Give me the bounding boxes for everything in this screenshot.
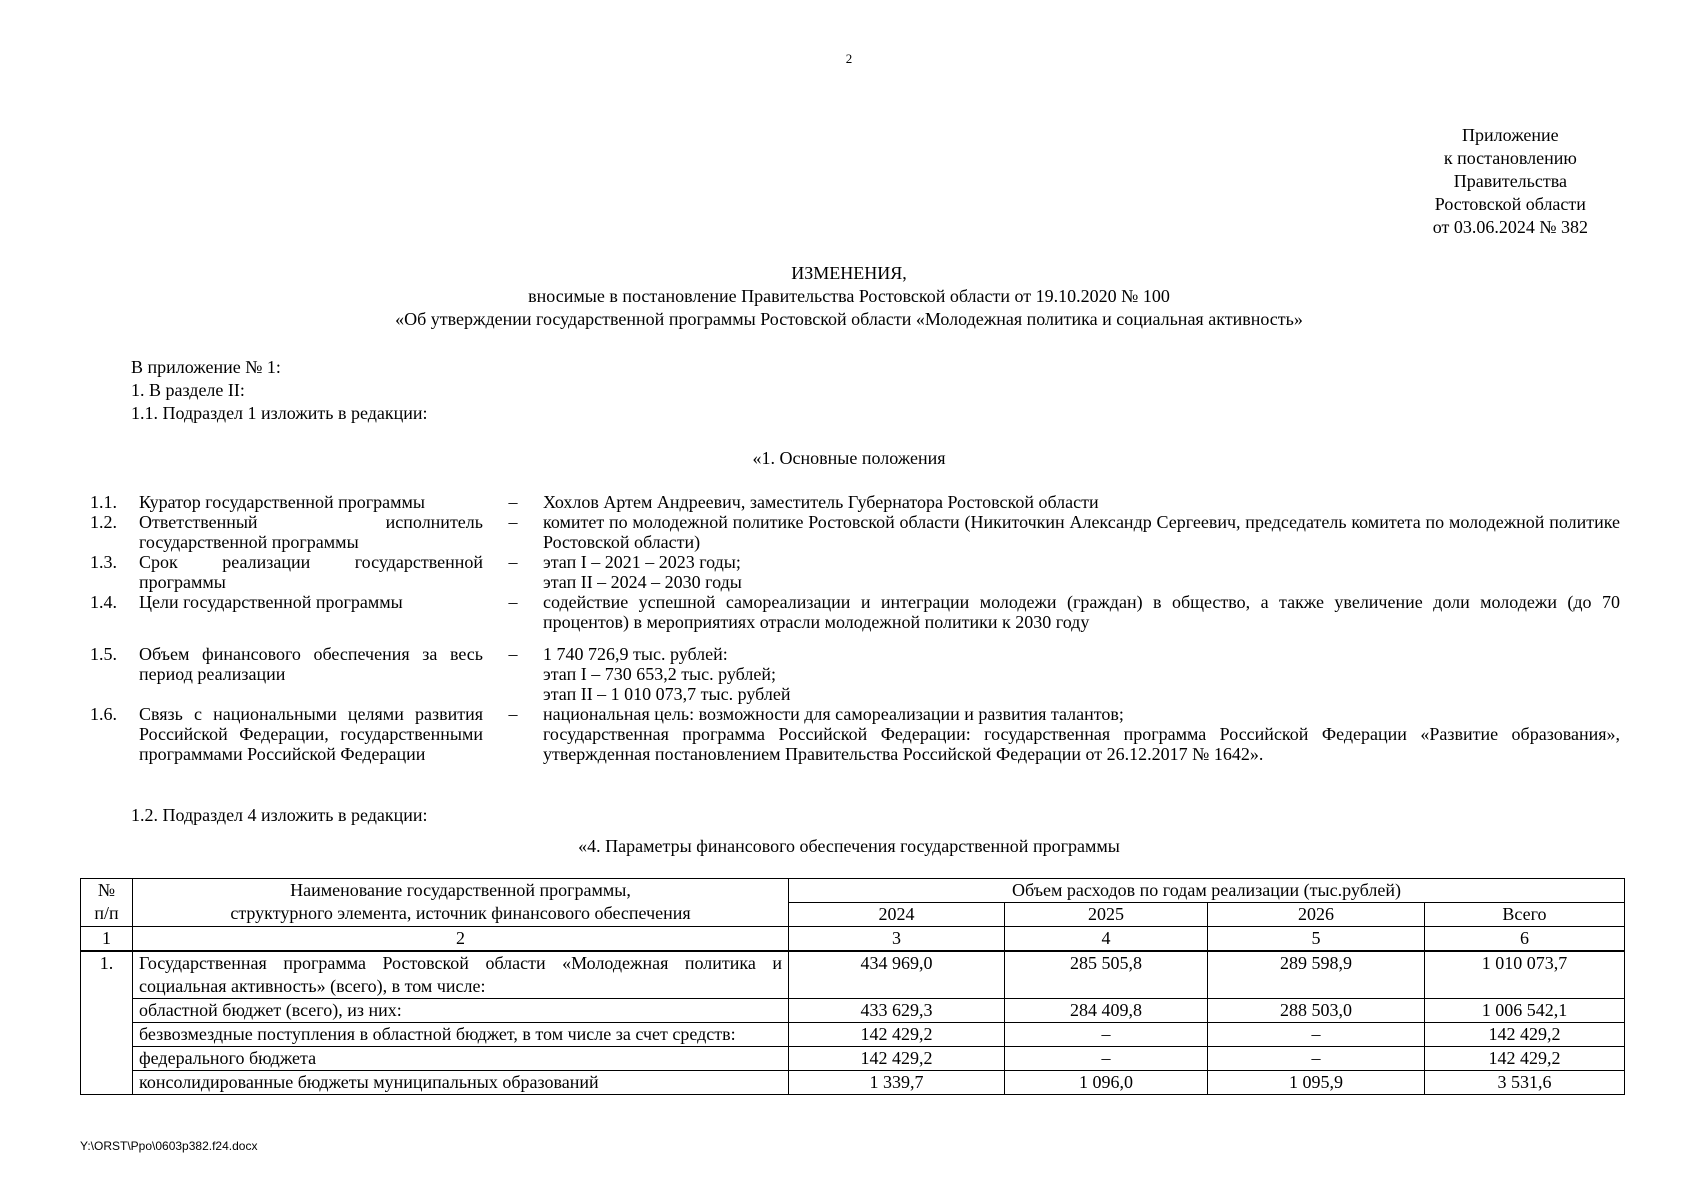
index-cell: 3	[789, 927, 1005, 952]
value-line: государственная программа Российской Федерации: государственная программа Российской Федерации «Развитие образования», утвержденная постановлением Правительства Российской Федерации от 26.12.2017 № 1642».	[543, 724, 1620, 764]
row-name-cell: федерального бюджета	[133, 1047, 789, 1071]
value-cell: 288 503,0	[1208, 999, 1425, 1023]
value-cell: 433 629,3	[789, 999, 1005, 1023]
approval-line: Приложение	[1462, 125, 1559, 145]
approval-line: к постановлению	[1443, 148, 1577, 168]
value-cell: –	[1005, 1047, 1208, 1071]
table-header-row	[81, 879, 1625, 903]
approval-stamp	[1433, 124, 1588, 239]
value-cell: 1 096,0	[1005, 1071, 1208, 1095]
passport-row-number: 1.3.	[90, 552, 117, 572]
row-name-cell: безвозмездные поступления в областной бюджет, в том числе за счет средств:	[133, 1023, 789, 1047]
index-cell: 6	[1425, 927, 1625, 952]
header-cell-name	[133, 879, 789, 927]
table-row	[81, 999, 1625, 1023]
passport-row-number: 1.5.	[90, 644, 117, 664]
value-cell-total: 1 010 073,7	[1425, 951, 1625, 999]
table-row	[81, 951, 1625, 999]
index-cell: 1	[81, 927, 133, 952]
value-line: национальная цель: возможности для самореализации и развития талантов;	[543, 704, 1124, 724]
value-line: этап I – 730 653,2 тыс. рублей;	[543, 664, 776, 684]
title-heading: ИЗМЕНЕНИЯ,	[791, 263, 907, 283]
header-cell-year: 2025	[1005, 903, 1208, 927]
title-line: вносимые в постановление Правительства Ростовской области от 19.10.2020 № 100	[528, 286, 1170, 306]
intro-line: 1.1. Подраздел 1 изложить в редакции:	[131, 403, 428, 423]
passport-row-dash: –	[508, 592, 518, 612]
passport-row-value	[543, 644, 1620, 704]
passport-row	[90, 512, 1620, 552]
passport-row-value	[543, 592, 1620, 632]
intro-line: В приложение № 1:	[131, 357, 281, 377]
passport-row-label: Связь с национальными целями развития Российской Федерации, государственными программами Российской Федерации	[139, 704, 483, 764]
passport-row-value	[543, 552, 1620, 592]
passport-row-label: Ответственный исполнитель государственной программы	[139, 512, 483, 552]
passport-row-label: Куратор государственной программы	[139, 492, 425, 512]
row-name-cell: областной бюджет (всего), из них:	[133, 999, 789, 1023]
header-text: п/п	[94, 903, 119, 923]
value-cell: –	[1208, 1047, 1425, 1071]
header-text: структурного элемента, источник финансового обеспечения	[230, 903, 691, 923]
value-cell-total: 142 429,2	[1425, 1047, 1625, 1071]
value-cell: 434 969,0	[789, 951, 1005, 999]
header-text: №	[97, 880, 116, 900]
row-name-cell: консолидированные бюджеты муниципальных образований	[133, 1071, 789, 1095]
value-cell-total: 142 429,2	[1425, 1023, 1625, 1047]
passport-row	[90, 552, 1620, 592]
value-line: 1 740 726,9 тыс. рублей:	[543, 644, 728, 664]
passport-row-label: Срок реализации государственной программы	[139, 552, 483, 592]
section-heading: «4. Параметры финансового обеспечения государственной программы	[578, 836, 1120, 856]
passport-row	[90, 492, 1620, 512]
value-line: этап I – 2021 – 2023 годы;	[543, 552, 741, 572]
passport-row-number: 1.4.	[90, 592, 117, 612]
header-cell-total: Всего	[1425, 903, 1625, 927]
index-cell: 5	[1208, 927, 1425, 952]
passport-row-value	[543, 704, 1620, 764]
passport-row	[90, 592, 1620, 632]
passport-row-number: 1.6.	[90, 704, 117, 724]
header-cell-year: 2024	[789, 903, 1005, 927]
passport-row-dash: –	[508, 552, 518, 572]
value-cell: 142 429,2	[789, 1047, 1005, 1071]
passport-row	[90, 644, 1620, 704]
value-cell: 284 409,8	[1005, 999, 1208, 1023]
table-row	[81, 1023, 1625, 1047]
value-cell: –	[1005, 1023, 1208, 1047]
header-cell-year: 2026	[1208, 903, 1425, 927]
intro-text	[131, 356, 428, 425]
passport-row-value	[543, 512, 1620, 552]
passport-row-number: 1.2.	[90, 512, 117, 532]
value-line: Хохлов Артем Андреевич, заместитель Губернатора Ростовской области	[543, 492, 1099, 512]
value-cell: 1 095,9	[1208, 1071, 1425, 1095]
intro-line: 1. В разделе II:	[131, 380, 245, 400]
approval-line: Правительства	[1453, 171, 1567, 191]
passport-row-label: Объем финансового обеспечения за весь период реализации	[139, 644, 483, 684]
value-cell-total: 1 006 542,1	[1425, 999, 1625, 1023]
approval-line: Ростовской области	[1434, 194, 1586, 214]
value-cell: 285 505,8	[1005, 951, 1208, 999]
passport-row-dash: –	[508, 492, 518, 512]
passport-row-dash: –	[508, 512, 518, 532]
value-cell: 142 429,2	[789, 1023, 1005, 1047]
value-cell-total: 3 531,6	[1425, 1071, 1625, 1095]
value-cell: –	[1208, 1023, 1425, 1047]
value-line: этап II – 2024 – 2030 годы	[543, 572, 742, 592]
passport-row-dash: –	[508, 704, 518, 724]
table-row	[81, 1071, 1625, 1095]
passport-row-number: 1.1.	[90, 492, 117, 512]
value-line: содействие успешной самореализации и интеграции молодежи (граждан) в общество, а также увеличение доли молодежи (до 70 процентов) в мероприятиях отрасли молодежной политики к 2030 году	[543, 592, 1620, 632]
value-cell: 1 339,7	[789, 1071, 1005, 1095]
header-cell-volume: Объем расходов по годам реализации (тыс.рублей)	[789, 879, 1625, 903]
financing-table	[80, 878, 1625, 1095]
value-line: этап II – 1 010 073,7 тыс. рублей	[543, 684, 791, 704]
passport-row	[90, 704, 1620, 764]
file-path-footer: Y:\ORST\Ppo\0603p382.f24.docx	[80, 1139, 258, 1153]
row-name-cell: Государственная программа Ростовской области «Молодежная политика и социальная активность» (всего), в том числе:	[133, 951, 789, 999]
page-number: 2	[845, 51, 853, 66]
passport-row-label: Цели государственной программы	[139, 592, 403, 612]
value-line: комитет по молодежной политике Ростовской области (Никиточкин Александр Сергеевич, председатель комитета по молодежной политике Ростовской области)	[543, 512, 1620, 552]
index-cell: 4	[1005, 927, 1208, 952]
value-cell: 289 598,9	[1208, 951, 1425, 999]
section-heading: «1. Основные положения	[752, 448, 946, 468]
title-line: «Об утверждении государственной программы Ростовской области «Молодежная политика и социальная активность»	[395, 309, 1303, 329]
header-text: Наименование государственной программы,	[290, 880, 631, 900]
row-number-cell: 1.	[81, 951, 133, 1095]
program-passport	[90, 492, 1620, 764]
approval-line: от 03.06.2024 № 382	[1432, 217, 1588, 237]
document-title	[0, 262, 1698, 331]
table-index-row	[81, 927, 1625, 952]
subsection-intro: 1.2. Подраздел 4 изложить в редакции:	[131, 805, 428, 825]
table-row	[81, 1047, 1625, 1071]
header-cell-number	[81, 879, 133, 927]
passport-row-value	[543, 492, 1620, 512]
passport-row-dash: –	[508, 644, 518, 664]
index-cell: 2	[133, 927, 789, 952]
